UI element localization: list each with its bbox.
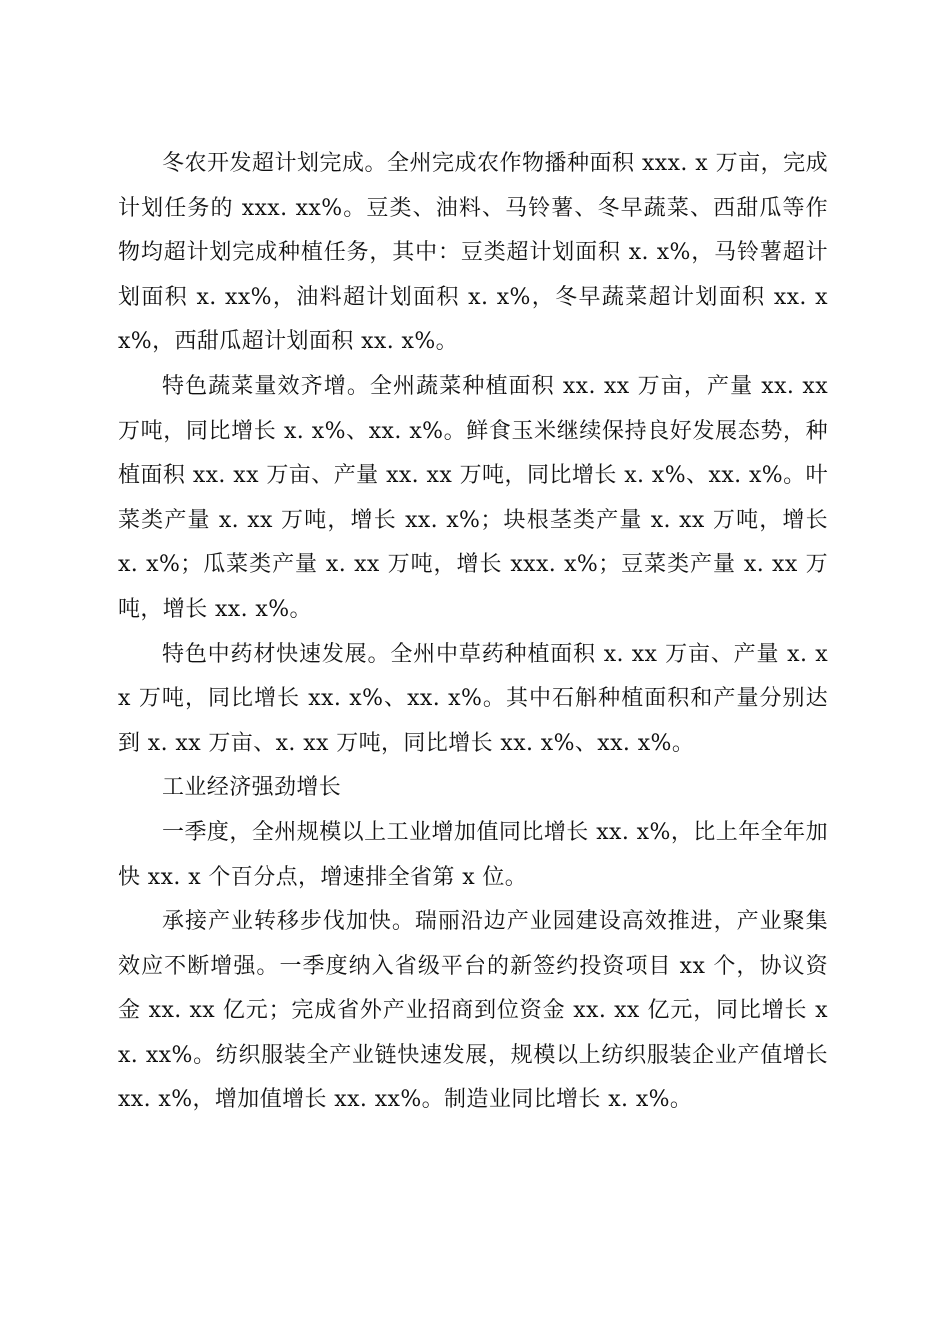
paragraph-winter-agriculture: 冬农开发超计划完成。全州完成农作物播种面积 xxx. x 万亩，完成计划任务的 xxx. xx%。豆类、油料、马铃薯、冬早蔬菜、西甜瓜等作物均超计划完成种植任务，其中：豆类超计划面积 x. x%，马铃薯超计划面积 x. xx%，油料超计划面积 x. x%，冬早蔬菜超计划面积 xx. xx%，西甜瓜超计划面积 xx. x%。 [118,151,828,355]
paragraph-specialty-vegetables: 特色蔬菜量效齐增。全州蔬菜种植面积 xx. xx 万亩，产量 xx. xx 万吨，同比增长 x. x%、xx. x%。鲜食玉米继续保持良好发展态势，种植面积 xx. xx 万亩、产量 xx. xx 万吨，同比增长 x. x%、xx. x%。叶菜类产量 x. xx 万吨，增长 xx. x%；块根茎类产量 x. xx 万吨，增长 x. x%；瓜菜类产量 x. xx 万吨，增长 xxx. x%；豆菜类产量 x. xx 万吨，增长 xx. x%。 [118,373,828,622]
paragraph-medicinal-herbs: 特色中药材快速发展。全州中草药种植面积 x. xx 万亩、产量 x. xx 万吨，同比增长 xx. x%、xx. x%。其中石斛种植面积和产量分别达到 x. xx 万亩、x. xx 万吨，同比增长 xx. x%、xx. x%。 [118,641,828,756]
paragraph-industry-transfer: 承接产业转移步伐加快。瑞丽沿边产业园建设高效推进，产业聚集效应不断增强。一季度纳入省级平台的新签约投资项目 xx 个，协议资金 xx. xx 亿元；完成省外产业招商到位资金 xx. xx 亿元，同比增长 xx. xx%。纺织服装全产业链快速发展，规模以上纺织服装企业产值增长 xx. x%，增加值增长 xx. xx%。制造业同比增长 x. x%。 [118,909,828,1113]
paragraph-industrial-value-added: 一季度，全州规模以上工业增加值同比增长 xx. x%，比上年全年加快 xx. x 个百分点，增速排全省第 x 位。 [118,819,828,890]
document-body [118,142,828,1123]
section-heading-industrial-growth: 工业经济强劲增长 [162,775,342,801]
